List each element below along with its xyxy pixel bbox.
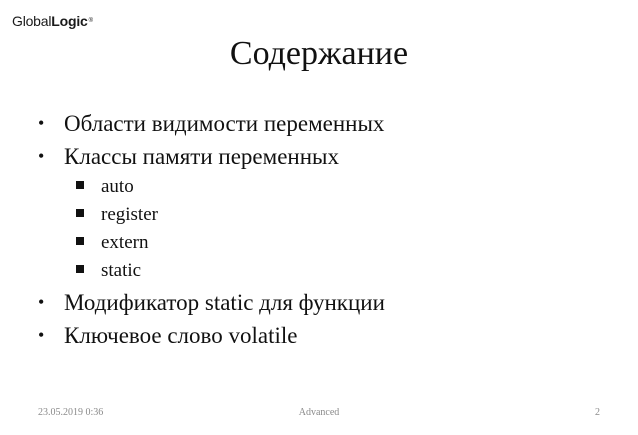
slide-title: Содержание: [229, 35, 409, 72]
list-item-text: Классы памяти переменных: [64, 144, 339, 169]
sub-list-item: [76, 259, 141, 283]
square-bullet-icon: [76, 265, 84, 273]
list-item: [38, 142, 339, 171]
square-bullet-icon: [76, 237, 84, 245]
list-item: [38, 109, 384, 138]
list-item-text: Области видимости переменных: [64, 111, 385, 136]
sub-list-item: [76, 231, 148, 255]
bullet-icon: •: [38, 325, 45, 345]
square-bullet-icon: [76, 181, 84, 189]
list-item-text: Ключевое слово volatile: [64, 323, 298, 348]
sub-list-item: [76, 175, 134, 199]
bullet-icon: •: [38, 292, 45, 312]
sub-list-item-text: static: [101, 260, 142, 281]
list-item: [38, 288, 385, 317]
sub-list-item-text: auto: [101, 176, 134, 197]
logo-text-global: Global: [12, 13, 52, 29]
logo-text-logic: Logic: [51, 13, 88, 29]
bullet-icon: •: [38, 146, 45, 166]
bullet-icon: •: [38, 113, 45, 133]
sub-list-item-text: register: [101, 204, 158, 225]
footer-date: 23.05.2019 0:36: [38, 407, 104, 418]
logo-trademark: ®: [88, 18, 93, 24]
footer-label: Advanced: [298, 407, 340, 418]
list-item: [38, 321, 297, 350]
list-item-text: Модификатор static для функции: [64, 290, 385, 315]
page-number: 2: [595, 407, 600, 418]
sub-list-item: [76, 203, 158, 227]
square-bullet-icon: [76, 209, 84, 217]
sub-list-item-text: extern: [101, 232, 149, 253]
